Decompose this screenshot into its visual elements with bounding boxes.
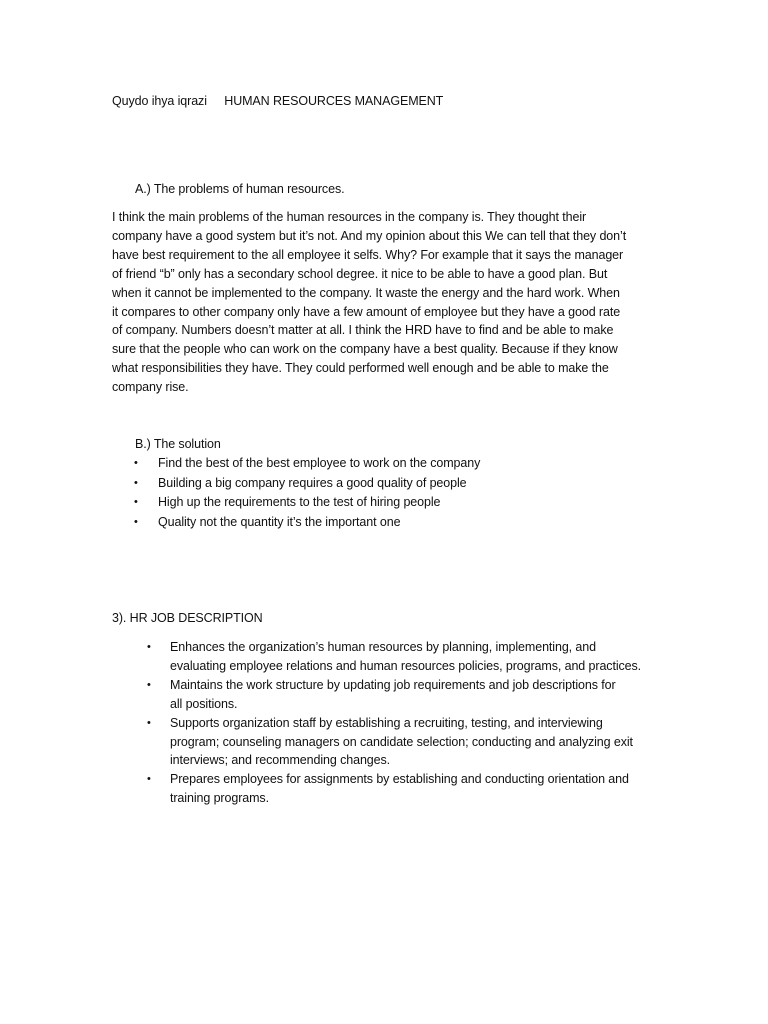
list-item-line: Maintains the work structure by updating job requirements and job descriptions for [170,677,616,692]
list-item-line: training programs. [170,791,269,806]
section-3-heading: 3). HR JOB DESCRIPTION [112,611,263,625]
paragraph-line: what responsibilities they have. They could performed well enough and be able to make the [112,361,609,376]
paragraph-line: sure that the people who can work on the company have a best quality. Because if they know [112,342,618,357]
bullet-icon: • [147,773,151,786]
list-item [134,474,480,494]
paragraph-line: when it cannot be implemented to the company. It waste the energy and the hard work. When [112,285,620,300]
list-item [134,493,480,513]
section-b-heading: B.) The solution [135,437,221,451]
bullet-icon: • [147,678,151,691]
list-item [147,638,642,676]
bullet-icon: • [134,476,138,489]
list-item-line: Enhances the organization’s human resources by planning, implementing, and [170,640,596,654]
solution-list [134,454,481,532]
bullet-icon: • [134,496,138,509]
paragraph-line: of friend “b” only has a secondary school degree. it nice to be able to have a good plan. But [112,266,608,281]
paragraph-line: company have a good system but it’s not. And my opinion about this We can tell that they don’t [112,228,627,243]
list-item-line: interviews; and recommending changes. [170,753,391,768]
list-item-text: Find the best of the best employee to work on the company [158,456,481,470]
section-a-paragraph [112,208,672,397]
document-header [112,92,443,111]
section-a-heading: A.) The problems of human resources. [135,182,345,196]
author-name: Quydo ihya iqrazi [112,94,207,108]
paragraph-line: I think the main problems of the human resources in the company is. They thought their [112,210,587,224]
paragraph-line: company rise. [112,380,189,395]
paragraph-line: it compares to other company only have a few amount of employee but they have a good rate [112,304,621,319]
list-item [134,513,480,533]
paragraph-line: of company. Numbers doesn’t matter at all. I think the HRD have to find and be able to make [112,323,614,338]
bullet-icon: • [134,515,138,528]
bullet-icon: • [147,641,151,653]
list-item-line: all positions. [170,696,238,711]
list-item-text: Quality not the quantity it’s the important one [158,514,401,529]
list-item [147,770,641,808]
list-item-line: Supports organization staff by establishing a recruiting, testing, and interviewing [170,715,603,730]
document-title: HUMAN RESOURCES MANAGEMENT [224,94,444,108]
list-item-text: High up the requirements to the test of hiring people [158,495,441,510]
list-item [134,454,481,474]
bullet-icon: • [134,457,138,469]
list-item [147,714,641,771]
list-item-line: Prepares employees for assignments by establishing and conducting orientation and [170,772,629,787]
list-item-line: program; counseling managers on candidate selection; conducting and analyzing exit [170,734,633,749]
bullet-icon: • [147,716,151,729]
list-item-line: evaluating employee relations and human resources policies, programs, and practices. [170,658,642,673]
list-item-text: Building a big company requires a good quality of people [158,475,467,490]
job-description-list [147,638,642,808]
paragraph-line: have best requirement to the all employee it selfs. Why? For example that it says the manager [112,247,624,262]
list-item [147,676,641,714]
